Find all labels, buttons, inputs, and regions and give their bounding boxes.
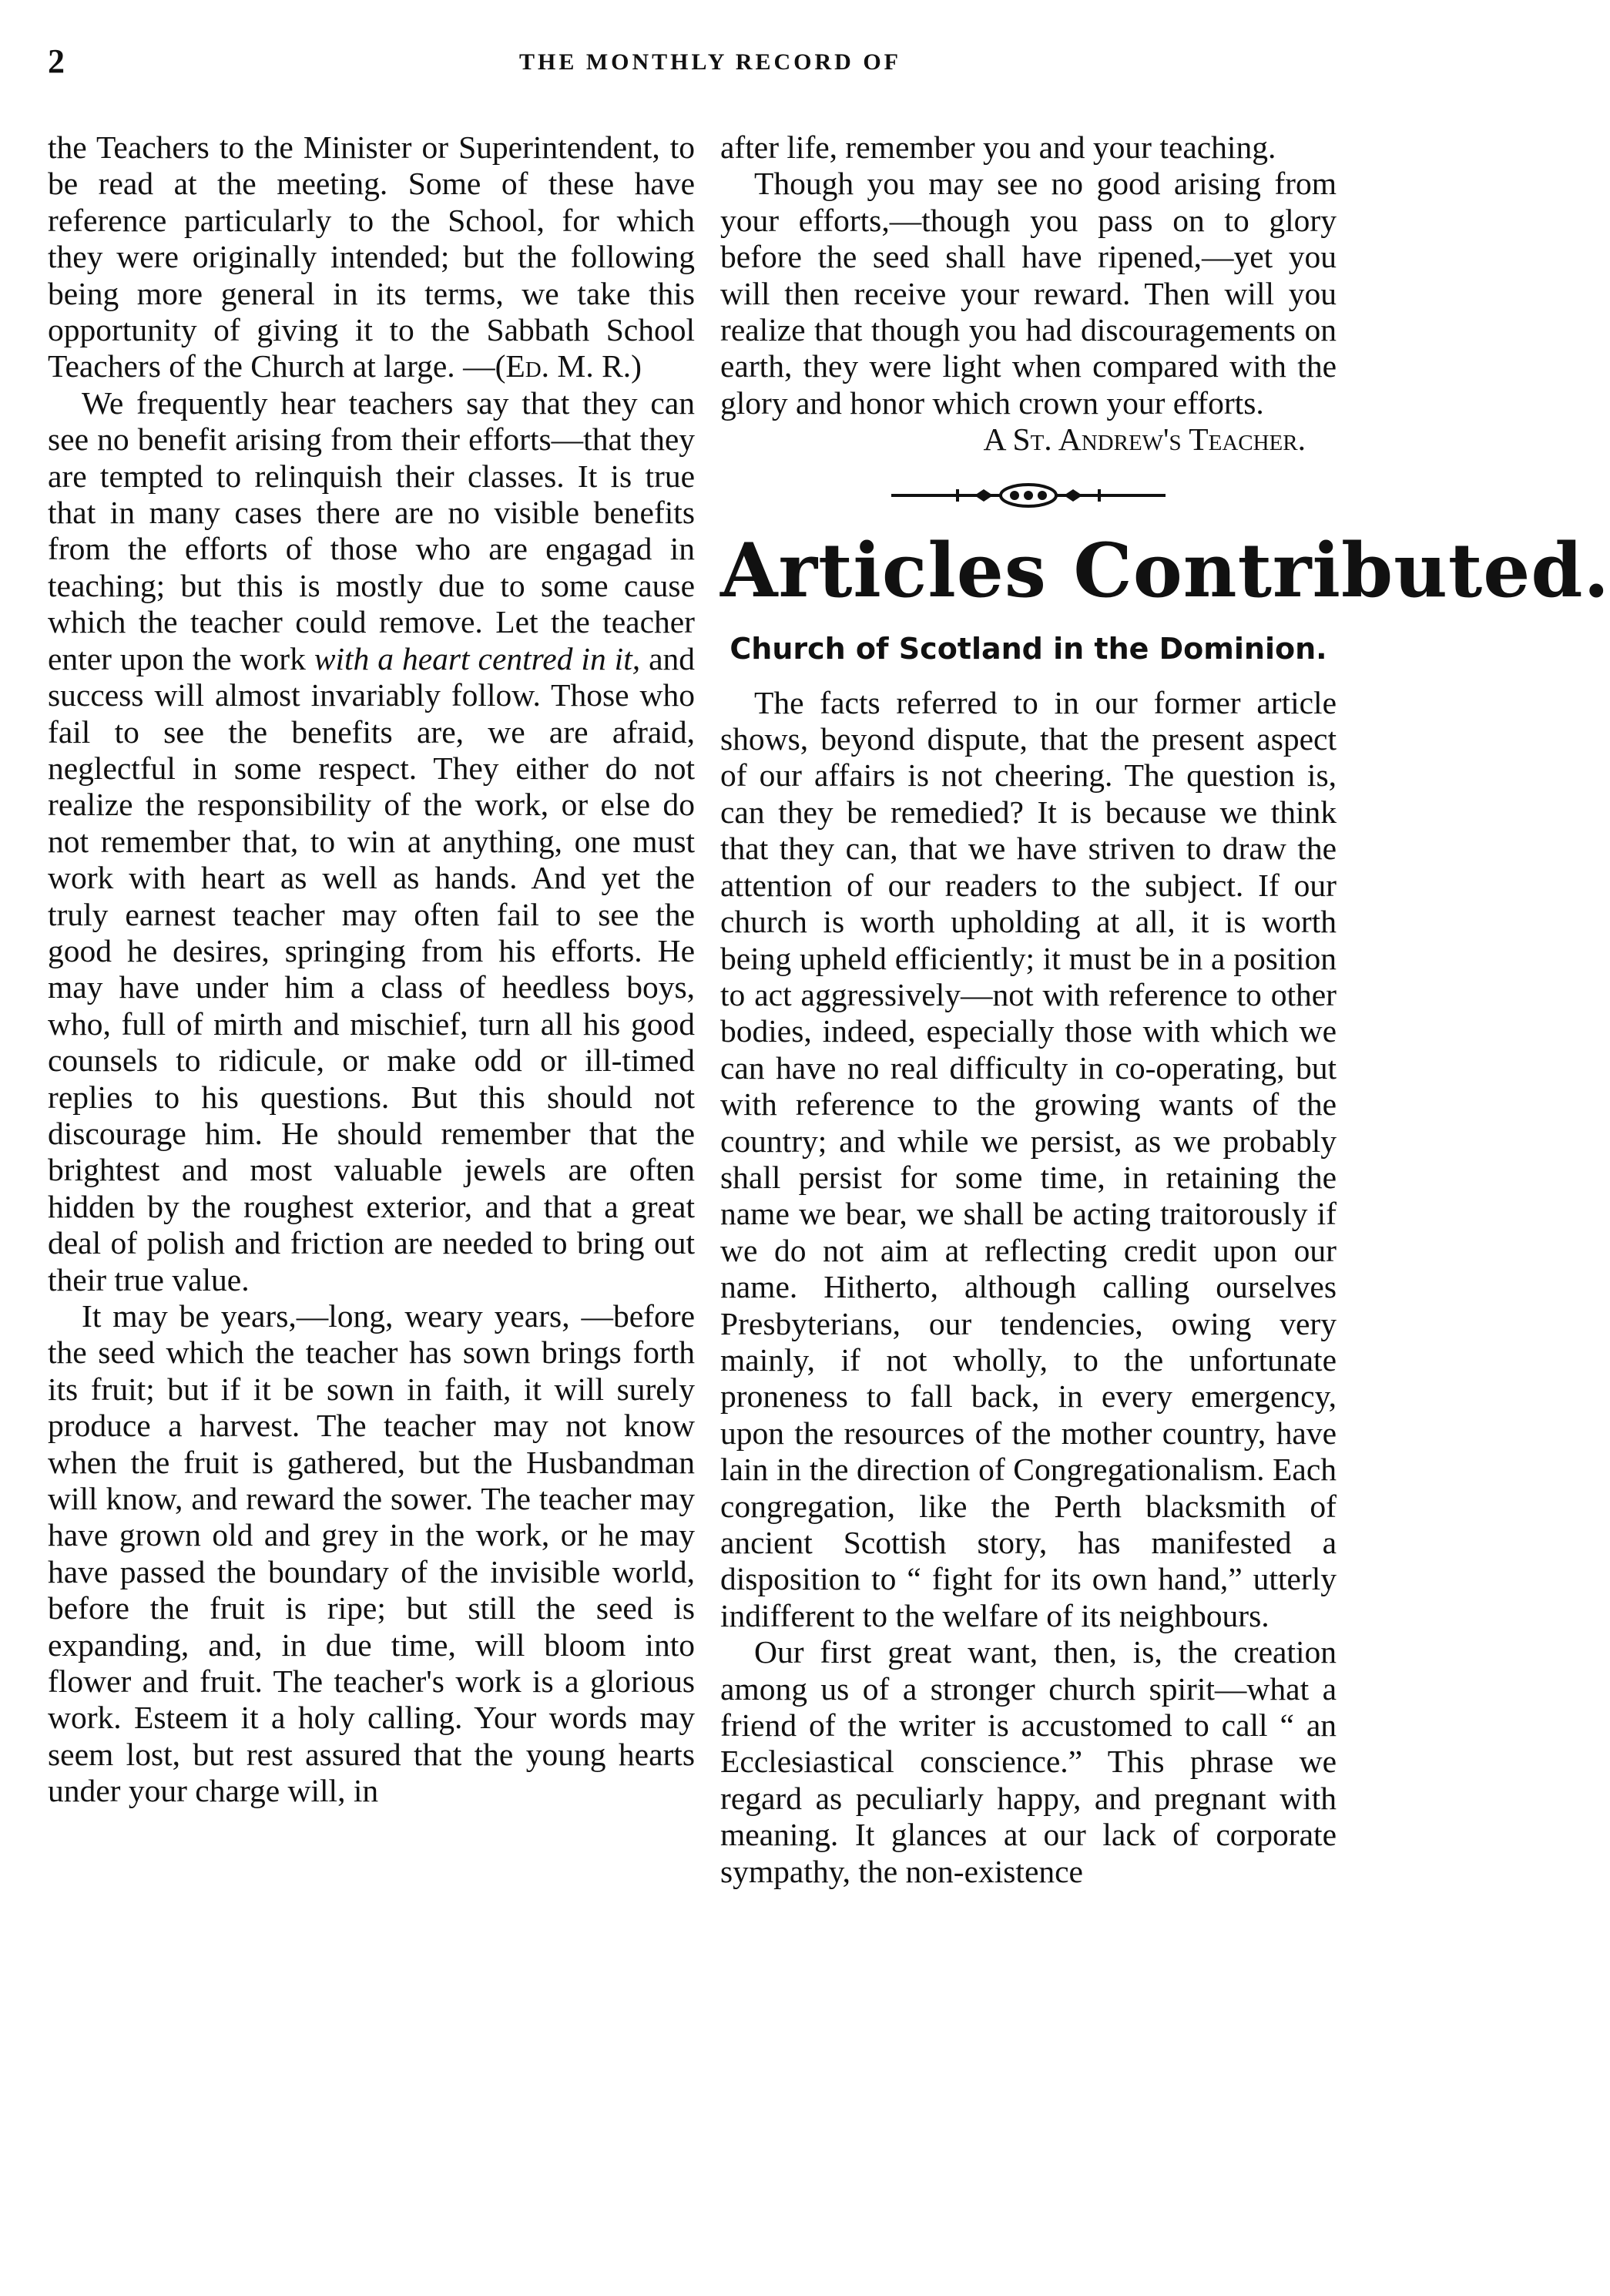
paragraph-1 xyxy=(48,385,695,1298)
running-head: THE MONTHLY RECORD OF xyxy=(519,49,901,75)
intro-text-body: the Teachers to the Minister or Superintendent, to be read at the meeting. Some of these have reference particularly to the School, for which they were originally intended; but the following being more general in its terms, we take this opportunity of giving it to the Sabbath School Teachers of the Church at large. xyxy=(48,129,695,384)
paragraph-1-emphasis: with a heart centred in it, xyxy=(314,640,641,676)
intro-text xyxy=(48,129,695,385)
continuation-text: after life, remember you and your teaching. xyxy=(720,129,1276,165)
ornamental-divider xyxy=(720,471,1337,520)
paragraph-3: Though you may see no good arising from your efforts,—though you pass on to glory before the seed shall have ripened,—yet you will then receive your reward. Then will you realize that though you had discouragements on earth, they were light when compared with the glory and honor which crown your efforts. xyxy=(720,166,1337,421)
paragraph-1-start: We frequently hear teachers say that they can see no benefit arising from their efforts—that they are tempted to relinquish their classes. It is true that in many cases there are no visible benefits from the efforts of those who are engagad in teaching; but this is mostly due to some cause which the teacher could remove. Let the teacher enter upon the work xyxy=(48,384,695,676)
article-paragraph-2: Our first great want, then, is, the creation among us of a stronger church spirit—what a friend of the writer is accustomed to call “ an Ecclesiastical conscience.” This phrase we regard as peculiarly happy, and pregnant with meaning. It glances at our lack of corporate sympathy, the non-existence xyxy=(720,1634,1337,1889)
paragraph-2: It may be years,—long, weary years, —before the seed which the teacher has sown brings forth its fruit; but if it be sown in faith, it will surely produce a harvest. The teacher may not know when the fruit is gathered, but the Husbandman will know, and reward the sower. The teacher may have grown old and grey in the work, or he may have passed the boundary of the invisible world, before the fruit is ripe; but still the seed is expanding, and, in due time, will bloom into flower and fruit. The teacher's work is a glorious work. Esteem it a holy calling. Your words may seem lost, but rest assured that the young hearts under your charge will, in xyxy=(48,1298,695,1809)
section-heading: Articles Contributed. xyxy=(720,526,1610,614)
article-title: Church of Scotland in the Dominion. xyxy=(730,631,1327,666)
signature: A St. Andrew's Teacher. xyxy=(983,421,1306,458)
right-column xyxy=(720,129,1610,1890)
article-paragraph-1: The facts referred to in our former article shows, beyond dispute, that the present aspect of our affairs is not cheering. The question is, can they be remedied? It is because we think that they can, that we have striven to draw the attention of our readers to the subject. If our church is worth upholding at all, it is worth being upheld efficiently; it must be in a position to act aggressively—not with reference to other bodies, indeed, especially those with which we can have no real difficulty in co-operating, but with reference to the growing wants of the country; and while we persist, as we probably shall persist for some time, in retaining the name we bear, we shall be acting traitorously if we do not aim at reflecting credit upon our name. Hitherto, although calling ourselves Presbyterians, our tendencies, owing very mainly, if not wholly, to the unfortunate proneness to fall back, in every emergency, upon the resources of the mother country, have lain in the direction of Congregationalism. Each congregation, like the Perth blacksmith of ancient Scottish story, has manifested a disposition to “ fight for its own hand,” utterly indifferent to the welfare of its neighbours. xyxy=(720,684,1337,1633)
paragraph-1-end: and success will almost invariably follow. Those who fail to see the benefits are, we are afraid, neglectful in some respect. They either do not realize the responsibility of the work, or else do not remember that, to win at anything, one must work with heart as well as hands. And yet the truly earnest teacher may often fail to see the good he desires, springing from his efforts. He may have under him a class of heedless boys, who, full of mirth and mischief, turn all his good counsels to ridicule, or make odd or ill-timed replies to his questions. But this should not discourage him. He should remember that the brightest and most valuable jewels are often hidden by the roughest exterior, and that a great deal of polish and friction are needed to bring out their true value. xyxy=(48,640,695,1297)
editor-note: —(Ed. M. R.) xyxy=(463,348,642,384)
ornament-icon xyxy=(890,480,1167,511)
page-number: 2 xyxy=(48,42,65,80)
left-column xyxy=(48,129,695,1810)
